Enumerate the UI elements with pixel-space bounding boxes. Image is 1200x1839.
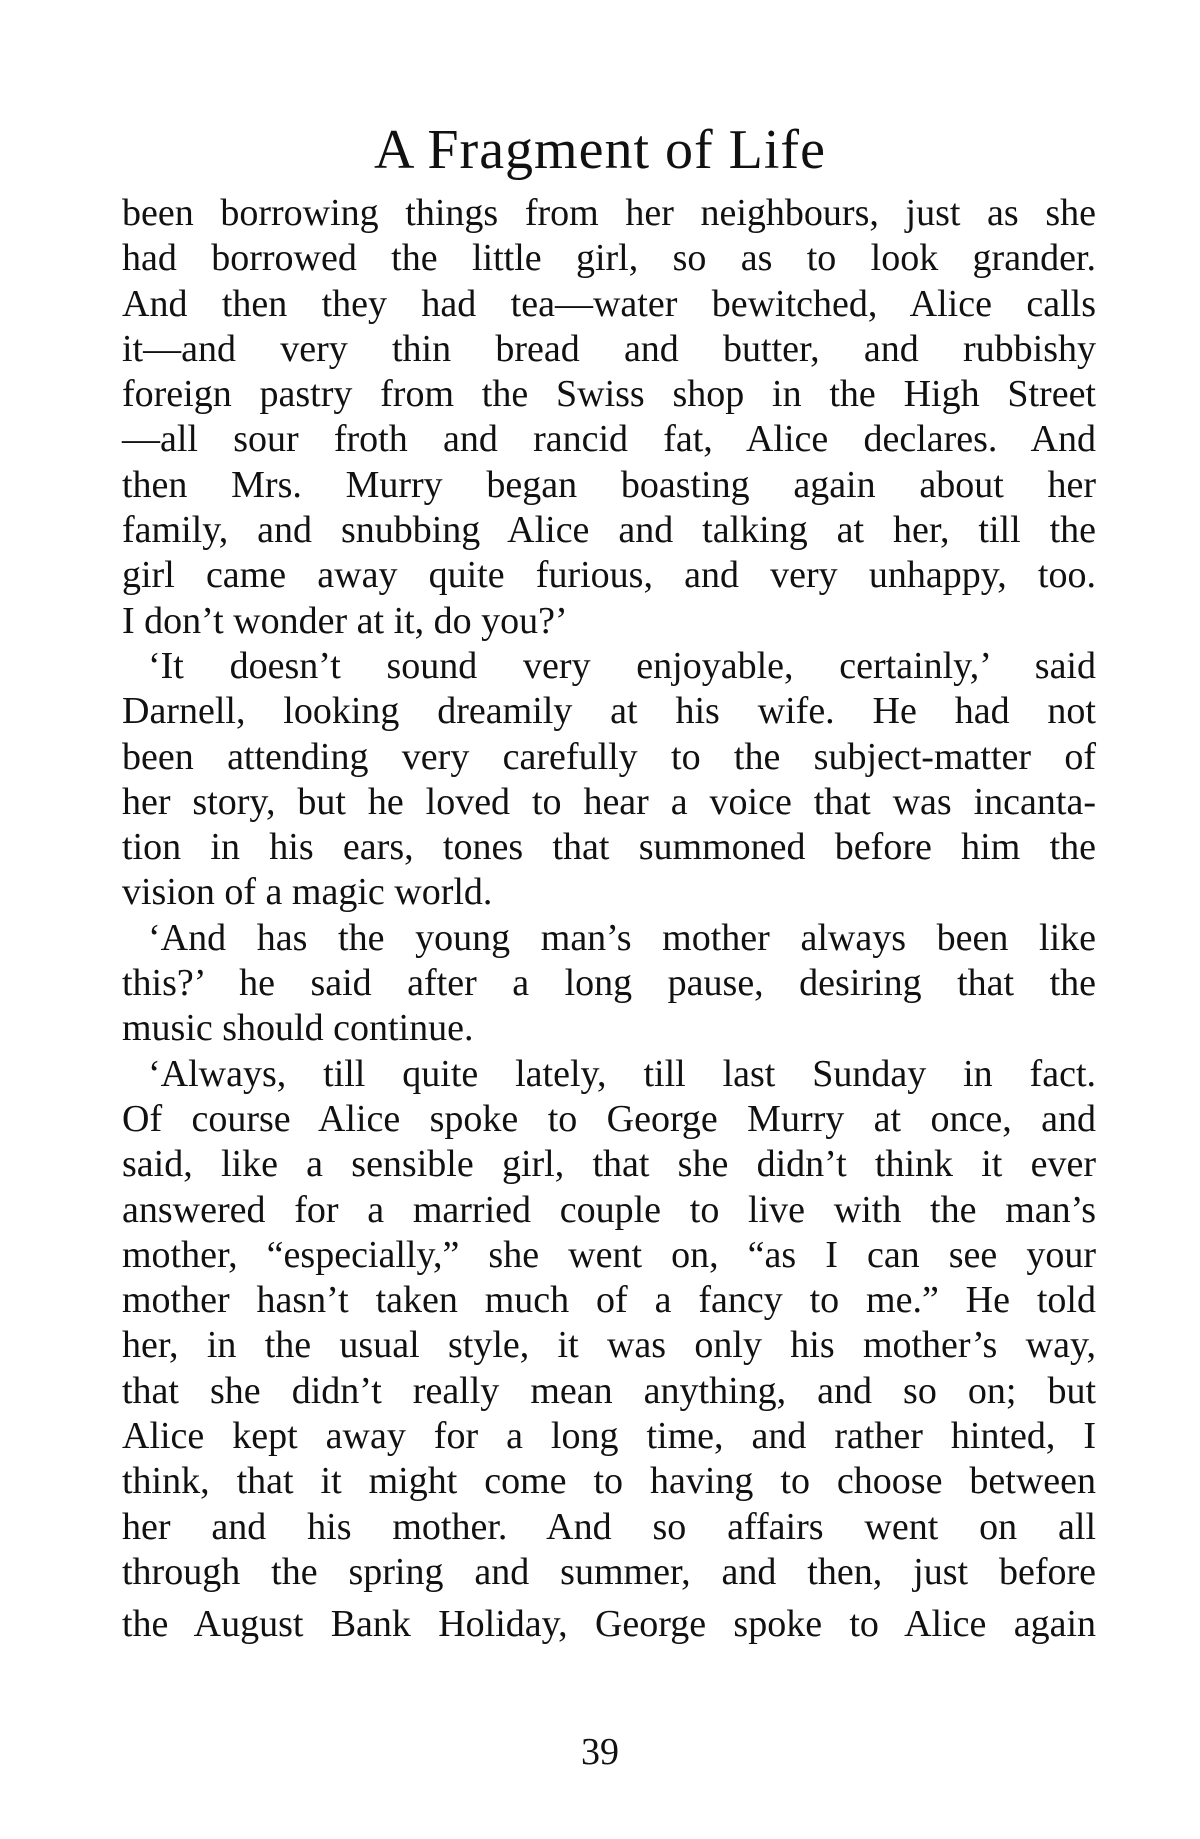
- text-line: then Mrs. Murry began boasting again about her: [122, 463, 1096, 506]
- text-line: Of course Alice spoke to George Murry at once, and: [122, 1097, 1096, 1140]
- text-line: that she didn’t really mean anything, and so on; but: [122, 1369, 1096, 1412]
- page-number: 39: [581, 1731, 619, 1773]
- running-title: A Fragment of Life: [374, 119, 826, 181]
- text-line: her story, but he loved to hear a voice that was incanta-: [122, 780, 1096, 823]
- text-line: the August Bank Holiday, George spoke to Alice again: [122, 1603, 1096, 1646]
- text-line: been borrowing things from her neighbours, just as she: [122, 192, 1096, 234]
- text-line: music should continue.: [122, 1007, 474, 1050]
- text-line: I don’t wonder at it, do you?’: [122, 599, 568, 642]
- text-line: answered for a married couple to live with the man’s: [122, 1188, 1096, 1231]
- text-line: through the spring and summer, and then, just before: [122, 1550, 1096, 1593]
- text-line: vision of a magic world.: [122, 871, 493, 914]
- text-line: had borrowed the little girl, so as to look grander.: [122, 237, 1096, 280]
- text-line: And then they had tea—water bewitched, Alice calls: [122, 282, 1096, 325]
- text-line: family, and snubbing Alice and talking at her, till the: [122, 509, 1096, 552]
- text-line: her and his mother. And so affairs went on all: [122, 1505, 1096, 1548]
- text-line: ‘It doesn’t sound very enjoyable, certainly,’ said: [148, 644, 1096, 687]
- text-line: ‘And has the young man’s mother always been like: [148, 916, 1096, 959]
- text-line: mother, “especially,” she went on, “as I can see your: [122, 1233, 1096, 1276]
- text-line: said, like a sensible girl, that she didn’t think it ever: [122, 1143, 1096, 1186]
- text-line: girl came away quite furious, and very unhappy, too.: [122, 554, 1096, 597]
- text-line: foreign pastry from the Swiss shop in the High Street: [122, 373, 1096, 416]
- text-line: been attending very carefully to the subject-matter of: [122, 735, 1096, 778]
- text-line: think, that it might come to having to choose between: [122, 1460, 1096, 1503]
- text-line: it—and very thin bread and butter, and rubbishy: [122, 327, 1096, 370]
- text-line: this?’ he said after a long pause, desiring that the: [122, 962, 1096, 1005]
- body-text: [122, 191, 1096, 1653]
- text-line: her, in the usual style, it was only his mother’s way,: [122, 1324, 1096, 1367]
- text-line: Darnell, looking dreamily at his wife. He had not: [122, 690, 1096, 733]
- text-line: —all sour froth and rancid fat, Alice declares. And: [122, 418, 1096, 461]
- text-line: ‘Always, till quite lately, till last Sunday in fact.: [148, 1052, 1096, 1095]
- text-line: tion in his ears, tones that summoned before him the: [122, 826, 1096, 869]
- text-line: mother hasn’t taken much of a fancy to me.” He told: [122, 1279, 1096, 1322]
- text-line: Alice kept away for a long time, and rather hinted, I: [122, 1415, 1096, 1458]
